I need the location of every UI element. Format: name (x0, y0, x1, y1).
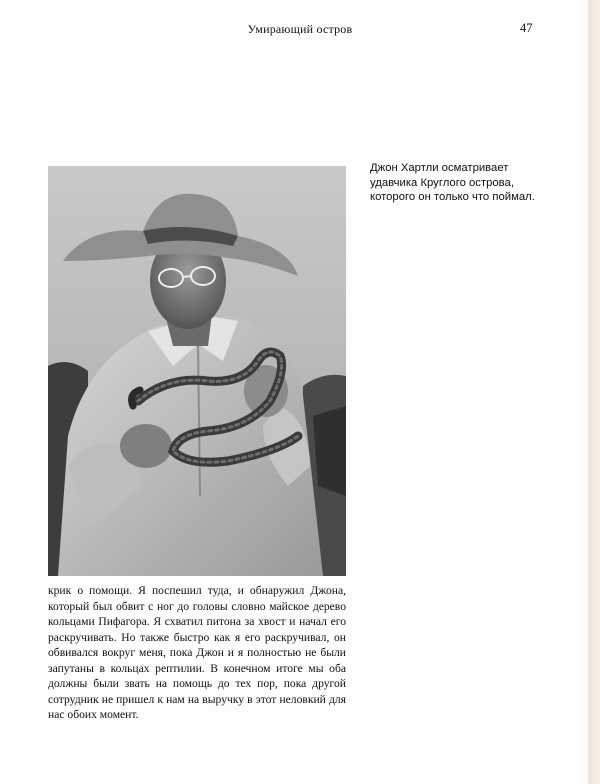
page-edge (588, 0, 600, 784)
photo-caption: Джон Хартли осматривает удавчика Круглого острова, которого он только что поймал. (370, 162, 535, 203)
page-number: 47 (520, 21, 533, 35)
photo-man-with-snake (48, 166, 346, 576)
photo-illustration (48, 166, 346, 576)
body-paragraph: крик о помощи. Я поспешил туда, и обнаружил Джона, который был обвит с ног до головы словно майское дерево кольцами Пифагора. Я схватил питона за хвост и начал его раскручивать. Но также быстро как я его раскручивал, он обвивался вокруг меня, пока Джон и я полностью не были запутаны в кольцах рептилии. В конечном итоге мы оба должны были звать на помощь до тех пор, пока другой сотрудник не пришел к нам на выручку в этот неловкий для нас обоих момент. (48, 584, 346, 721)
running-title: Умирающий остров (247, 22, 353, 36)
